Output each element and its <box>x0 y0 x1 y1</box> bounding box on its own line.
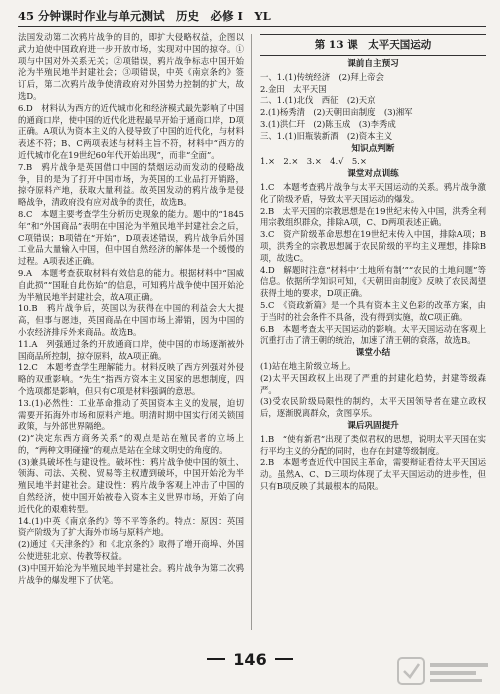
lesson-title: 第 13 课 太平天国运动 <box>260 34 486 56</box>
answer-paragraph: 12.C 本题考查学生理解能力。材料反映了西方列强对外侵略的双重影响。“先生”指西方资本主义国家的思想制度，四个选项都是影响，但只有C项是材料强调的意思。 <box>18 362 244 396</box>
section-title: 课堂小结 <box>355 348 391 359</box>
answer-paragraph: 2.B 太平天国的宗教思想是在19世纪末传入中国，洪秀全利用宗教组织群众，排除A项，C、D两项表述正确。 <box>260 205 486 228</box>
answer-paragraph: 4.D 解题时注意“材料中‘土地所有制’”“农民的土地问题”等信息。依据所学知识可知，《天朝田亩制度》反映了农民渴望获得土地的要求，D项正确。 <box>260 264 486 299</box>
answer-paragraph: 1.B “使有新君”出现了类似君权的思想，说明太平天国在实行平均主义的分配的同时，也存在封建等级制度。 <box>260 433 486 456</box>
header-text: 45 分钟课时作业与单元测试 历史 必修 I YL <box>18 9 271 23</box>
section-title: 课前自主预习 <box>347 59 399 69</box>
answer-paragraph: (2)太平天国政权上出现了严重的封建化趋势，封建等级森严。 <box>260 372 486 395</box>
answer-paragraph: 3.C 资产阶级革命思想在19世纪末传入中国，排除A项；B项，洪秀全的宗教思想属于农民阶级的平均主义理想，排除B项，故选C。 <box>260 229 486 263</box>
answer-paragraph: 10.B 鸦片战争后，英国以为获得在中国的利益会大大提高，但事与愿违，英国商品在中国市场上滞销，因为中国的小农经济排斥外来商品。故选B。 <box>18 303 244 337</box>
answer-paragraph: (3)受农民阶级局限性的制约，太平天国领导者在建立政权后，逐渐脱离群众，贪图享乐。 <box>260 396 486 419</box>
answer-paragraph: 6.D 材料认为西方的近代城市化和经济模式最先影响了中国的通商口岸，使中国的近代化进程最早开始于通商口岸，D项正确。A项认为资本主义的入侵导致了中国的近代化，与材料表述不符；B、C两项表述与材料主旨不符，材料中“西方的近代城市化在19世纪60年代开始出现”，而非“全面”。 <box>18 102 244 160</box>
answer-paragraph: (3)中国开始沦为半殖民地半封建社会。鸦片战争为第二次鸦片战争的爆发埋下了伏笔。 <box>18 562 244 585</box>
answer-paragraph: 6.B 本题考查太平天国运动的影响。太平天国运动在客观上沉重打击了清王朝的统治，加速了清王朝的衰落，故选B。 <box>260 323 486 346</box>
answer-paragraph: 二、1.(1)北伐 西征 (2)天京 <box>260 95 376 106</box>
answer-paragraph: 法国发动第二次鸦片战争的目的，即扩大侵略权益，企图以武力迫使中国政府进一步开放市场，实现对中国的掠夺。①项与中国对外关系无关；②项错误，鸦片战争标志中国开始沦为半殖民地半封建社会；③项错误，中英《南京条约》签订后，第二次鸦片战争使清政府对外国势力控制的扩大，故选D。 <box>18 32 244 101</box>
answer-paragraph: 8.C 本题主要考查学生分析历史现象的能力。题中的“1845年”和“外国商品”表明在中国沦为半殖民地半封建社会之后，C项错误；B项错在“开始”，D项表述错误，鸦片战争后外国工业品大量输入中国，但中国自然经济的解体是一个缓慢的过程。A项表述正确。 <box>18 208 244 267</box>
answer-paragraph: 3.(1)洪仁玕 (2)陈玉成 (3)李秀成 <box>260 118 396 129</box>
answer-paragraph: (1)站在地主阶级立场上。 <box>260 360 356 371</box>
section-title: 课堂对点训练 <box>347 169 399 180</box>
answer-paragraph: 一、1.(1)传统经济 (2)拜上帝会 <box>260 71 384 82</box>
answer-paragraph: (3)兼具破坏性与建设性。破坏性：鸦片战争使中国的领土、领海、司法、关税、贸易等主权遭到破坏，中国开始沦为半殖民地半封建社会。建设性：鸦片战争客观上冲击了中国的自然经济，使中国开始被卷入资本主义世界市场，开始了向近代化的艰难转型。 <box>18 456 244 514</box>
page-number: 146 <box>233 649 267 669</box>
answer-paragraph: 9.A 本题考查获取材料有效信息的能力。根据材料中“国威自此损”“国耻自此伤始”的信息，可知鸦片战争使中国开始沦为半殖民地半封建社会，故A项正确。 <box>18 267 244 302</box>
left-column <box>18 32 244 634</box>
answer-paragraph: 2.金田 太平天国 <box>260 83 327 94</box>
left-dash <box>207 658 225 660</box>
answer-paragraph: 14.(1)中英《南京条约》等不平等条约。特点：原因：英国资产阶级为了扩大海外市场与原料产地。 <box>18 515 244 538</box>
answer-paragraph: 2.(1)杨秀清 (2)天朝田亩制度 (3)湘军 <box>260 107 413 118</box>
column-divider <box>251 34 252 630</box>
right-sections <box>260 59 486 493</box>
answer-paragraph: 13.(1)必然性：工业革命推动了英国资本主义的发展，迫切需要开拓海外市场和原料产地。明清时期中国实行闭关锁国政策，与外部世界隔绝。 <box>18 397 244 432</box>
answer-paragraph: 2.B 本题考查近代中国民主革命，需要辩证看待太平天国运动。虽然A、C、D三项均体现了太平天国运动的进步性，但只有B项反映了其最根本的局限。 <box>260 457 486 491</box>
answer-paragraph: 7.B 鸦片战争是英国借口中国的禁烟运动而发动的侵略战争，目的是为了打开中国市场，为英国的工业品打开销路，掠夺原料产地，获取大量利益。故英国发动的鸦片战争是侵略战争，清政府没有应对战争的责任，故选B。 <box>18 161 244 208</box>
right-dash <box>275 658 293 660</box>
answer-paragraph: 1.C 本题考查鸦片战争与太平天国运动的关系。鸦片战争激化了阶级矛盾，导致太平天国运动的爆发。 <box>260 181 486 204</box>
answer-paragraph: (2)“决定东西方商务关系”的观点是站在殖民者的立场上的，“两种文明碰撞”的观点是站在全球文明史的角度的。 <box>18 433 244 455</box>
answer-paragraph: 1.× 2.× 3.× 4.√ 5.× <box>260 156 367 167</box>
answer-paragraph: 11.A 列强通过条约开放通商口岸，使中国的市场逐渐被外国商品所控制，掠夺原料，故A项正确。 <box>18 338 244 361</box>
section-title: 知识点判断 <box>351 143 395 154</box>
two-column-body <box>18 32 486 634</box>
answer-paragraph: 5.C 《资政新篇》是一个具有资本主义色彩的改革方案，由于当时的社会条件不具备，没有得到实施，故C项正确。 <box>260 299 486 322</box>
right-column <box>260 32 486 634</box>
answer-site-watermark-icon <box>396 655 492 687</box>
section-title: 课后巩固提升 <box>347 420 399 431</box>
answer-paragraph: 三、1.(1)旧瓶装新酒 (2)资本主义 <box>260 130 393 141</box>
page-header <box>18 8 486 27</box>
answer-paragraph: (2)通过《天津条约》和《北京条约》取得了增开商埠、外国公使进驻北京、传教等权益。 <box>18 539 244 562</box>
